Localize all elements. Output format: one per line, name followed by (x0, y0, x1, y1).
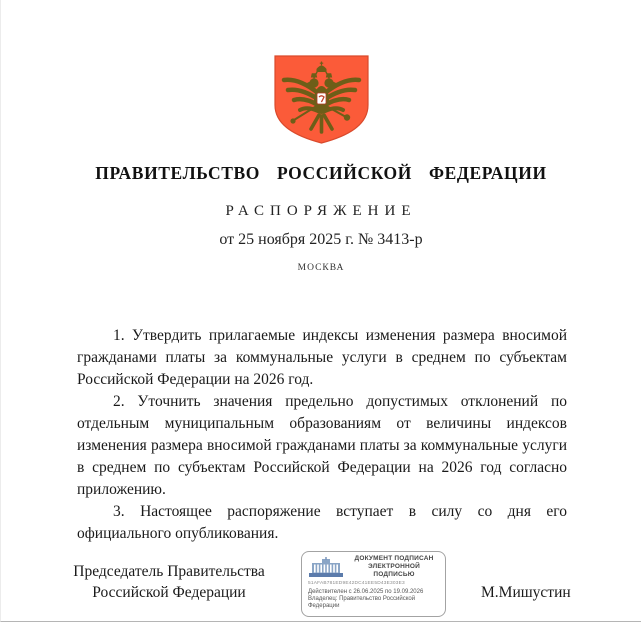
stamp-title-line2: ЭЛЕКТРОННОЙ ПОДПИСЬЮ (368, 563, 420, 578)
signer-name: М.Мишустин (481, 584, 571, 601)
paragraph-3: 3. Настоящее распоряжение вступает в силу со дня его официального опубликования. (77, 503, 567, 542)
stamp-title (349, 555, 439, 579)
signer-position-line1: Председатель Правительства (73, 563, 265, 580)
stamp-validity-dates: Действителен с 26.06.2025 по 19.09.2026 (308, 588, 424, 595)
document-body (77, 325, 567, 545)
doc-type-title: РАСПОРЯЖЕНИЕ (225, 203, 417, 219)
stamp-header (308, 556, 439, 578)
stamp-title-line1: ДОКУМЕНТ ПОДПИСАН (354, 555, 434, 562)
stamp-owner-line2: Федерации (308, 603, 340, 609)
signer-position (71, 561, 267, 603)
org-title: ПРАВИТЕЛЬСТВО РОССИЙСКОЙ ФЕДЕРАЦИИ (95, 163, 547, 183)
city-label: МОСКВА (297, 263, 345, 273)
electronic-signature-stamp (301, 551, 446, 617)
date-number-line: от 25 ноября 2025 г. № 3413-р (219, 231, 423, 248)
paragraph-2: 2. Уточнить значения предельно допустимых отклонений по отдельным муниципальным образованиям от величины индексов изменения размера вносимой гражданами платы за коммунальные услуги в среднем по субъектам Российской Федерации на 2026 год согласно приложению. (77, 393, 567, 498)
stamp-owner (308, 596, 439, 611)
stamp-certificate-number: 51AFAB781ED9E42DC41EE5D43E303E3 (308, 581, 405, 586)
paragraph-1: 1. Утвердить прилагаемые индексы изменения размера вносимой гражданами платы за коммунальные услуги в среднем по субъектам Российской Федерации на 2026 год. (77, 327, 567, 388)
russia-coat-of-arms-icon (273, 55, 370, 145)
signer-position-line2: Российской Федерации (92, 584, 246, 601)
government-building-icon (308, 557, 344, 578)
stamp-owner-line1: Владелец: Правительство Российской (308, 595, 416, 602)
